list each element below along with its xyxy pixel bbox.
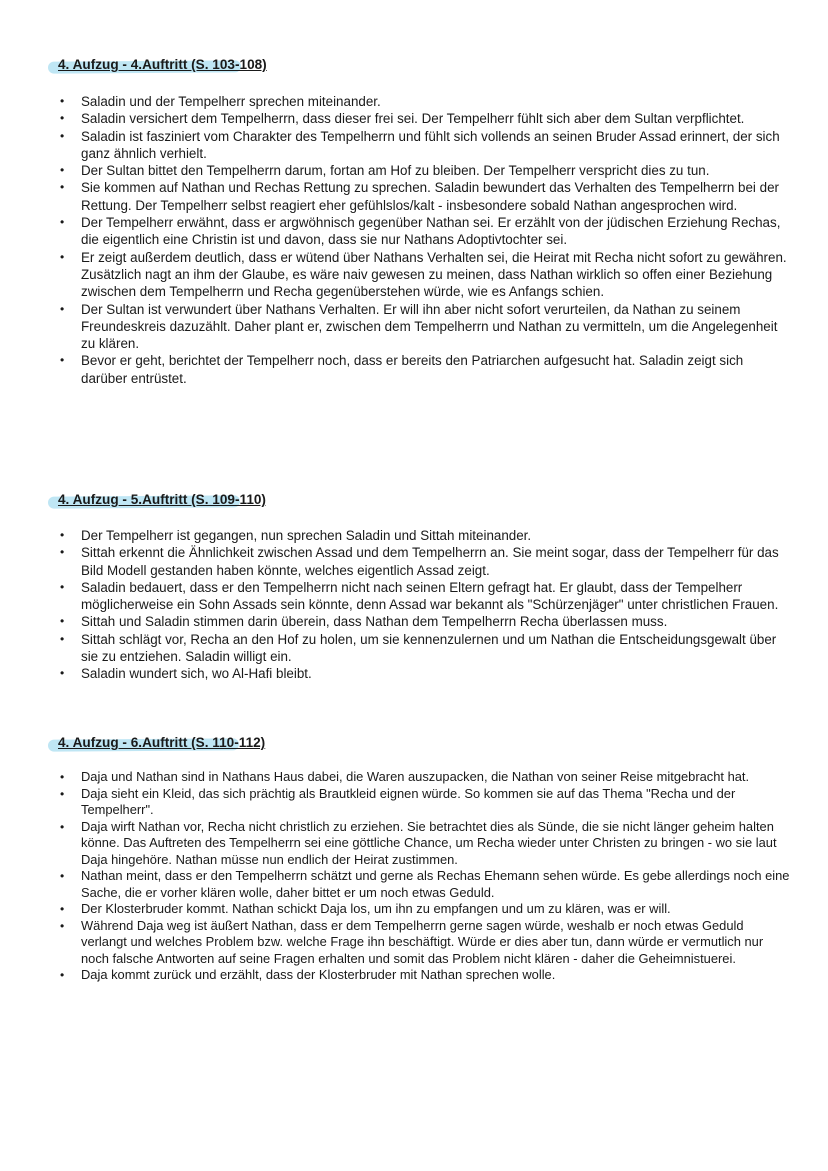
list-item: • Daja sieht ein Kleid, das sich prächtig als Brautkleid eignen würde. So kommen sie auf das Thema "Recha und der Tempelherr". [50,786,790,819]
section-heading [56,56,269,74]
list-item: • Nathan meint, dass er den Tempelherrn schätzt und gerne als Rechas Ehemann sehen würde. Es gebe allerdings noch eine Sache, die er vorher klären wolle, daher bittet er um noch etwas Geduld. [50,868,790,901]
section-heading-text: 4. Aufzug - 6.Auftritt (S. 110-112) [58,735,266,750]
list-item: • Daja kommt zurück und erzählt, dass der Klosterbruder mit Nathan sprechen wolle. [50,967,790,984]
list-item: • Daja und Nathan sind in Nathans Haus dabei, die Waren auszupacken, die Nathan von seiner Reise mitgebracht hat. [50,769,790,786]
bullet-list [50,527,790,683]
list-item: • Saladin ist fasziniert vom Charakter des Tempelherrn und fühlt sich vollends an seinen Bruder Assad erinnert, der sich ganz ähnlich verhielt. [50,128,790,163]
list-item: • Während Daja weg ist äußert Nathan, dass er dem Tempelherrn gerne sagen würde, weshalb er noch etwas Geduld verlangt und welches Problem bzw. welche Frage ihn beschäftigt. Würde er dies aber tun, dann würde er vermutlich nur noch falsche Antworten auf seine Fragen erhalten und somit das Problem nicht klären - daher die Geheimnistuerei. [50,918,790,968]
list-item: • Der Tempelherr ist gegangen, nun sprechen Saladin und Sittah miteinander. [50,527,790,544]
section-auftritt-5 [50,491,790,683]
list-item: • Der Tempelherr erwähnt, dass er argwöhnisch gegenüber Nathan sei. Er erzählt von der jüdischen Erziehung Rechas, die eigentlich eine Christin ist und davon, dass sie nur Nathans Adoptivtochter sei. [50,214,790,249]
bullet-list [50,93,790,387]
list-item: • Der Sultan ist verwundert über Nathans Verhalten. Er will ihn aber nicht sofort verurteilen, da Nathan zu seinem Freundeskreis dazuzählt. Daher plant er, zwischen dem Tempelherrn und Nathan zu vermitteln, um die Angelegenheit zu klären. [50,301,790,353]
list-item: • Bevor er geht, berichtet der Tempelherr noch, dass er bereits den Patriarchen aufgesucht hat. Saladin zeigt sich darüber entrüstet. [50,352,790,387]
bullet-list [50,769,790,984]
list-item: • Saladin versichert dem Tempelherrn, dass dieser frei sei. Der Tempelherr fühlt sich aber dem Sultan verpflichtet. [50,110,790,127]
list-item: • Sie kommen auf Nathan und Rechas Rettung zu sprechen. Saladin bewundert das Verhalten des Tempelherrn bei der Rettung. Der Tempelherr selbst reagiert eher gefühlslos/kalt - insbesondere sobald Nathan angesprochen wird. [50,179,790,214]
section-auftritt-4 [50,56,790,387]
section-heading [56,491,268,509]
section-heading [56,734,267,752]
list-item: • Sittah erkennt die Ähnlichkeit zwischen Assad und dem Tempelherrn an. Sie meint sogar, dass der Tempelherr für das Bild Modell gestanden haben könnte, welches eigentlich Assad zeigt. [50,544,790,579]
section-heading-text: 4. Aufzug - 4.Auftritt (S. 103-108) [58,57,267,72]
list-item: • Saladin bedauert, dass er den Tempelherrn nicht nach seinen Eltern gefragt hat. Er glaubt, dass der Tempelherr möglicherweise ein Sohn Assads sein könnte, denn Assad war bekannt als "Schürzenjäger" unter christlichen Frauen. [50,579,790,614]
list-item: • Saladin und der Tempelherr sprechen miteinander. [50,93,790,110]
list-item: • Sittah schlägt vor, Recha an den Hof zu holen, um sie kennenzulernen und um Nathan die Entscheidungsgewalt über sie zu entziehen. Saladin willigt ein. [50,631,790,666]
section-auftritt-6 [50,734,790,984]
list-item: • Der Klosterbruder kommt. Nathan schickt Daja los, um ihn zu empfangen und um zu klären, was er will. [50,901,790,918]
list-item: • Der Sultan bittet den Tempelherrn darum, fortan am Hof zu bleiben. Der Tempelherr verspricht dies zu tun. [50,162,790,179]
list-item: • Sittah und Saladin stimmen darin überein, dass Nathan dem Tempelherrn Recha überlassen muss. [50,613,790,630]
list-item: • Daja wirft Nathan vor, Recha nicht christlich zu erziehen. Sie betrachtet dies als Sünde, die sie nicht länger geheim halten könne. Das Auftreten des Tempelherrn sei eine göttliche Chance, um Recha wieder unter Christen zu bringen - wo sie laut Daja hingehöre. Nathan müsse nun endlich der Heirat zustimmen. [50,819,790,869]
list-item: • Saladin wundert sich, wo Al-Hafi bleibt. [50,665,790,682]
list-item: • Er zeigt außerdem deutlich, dass er wütend über Nathans Verhalten sei, die Heirat mit Recha nicht sofort zu gewähren. Zusätzlich nagt an ihm der Glaube, es wäre naiv gewesen zu meinen, dass Nathan wirklich so offen einer Beziehung zwischen dem Tempelherrn und Recha gegenüberstehen würde, wie es Anfangs schien. [50,249,790,301]
section-heading-text: 4. Aufzug - 5.Auftritt (S. 109-110) [58,492,266,507]
